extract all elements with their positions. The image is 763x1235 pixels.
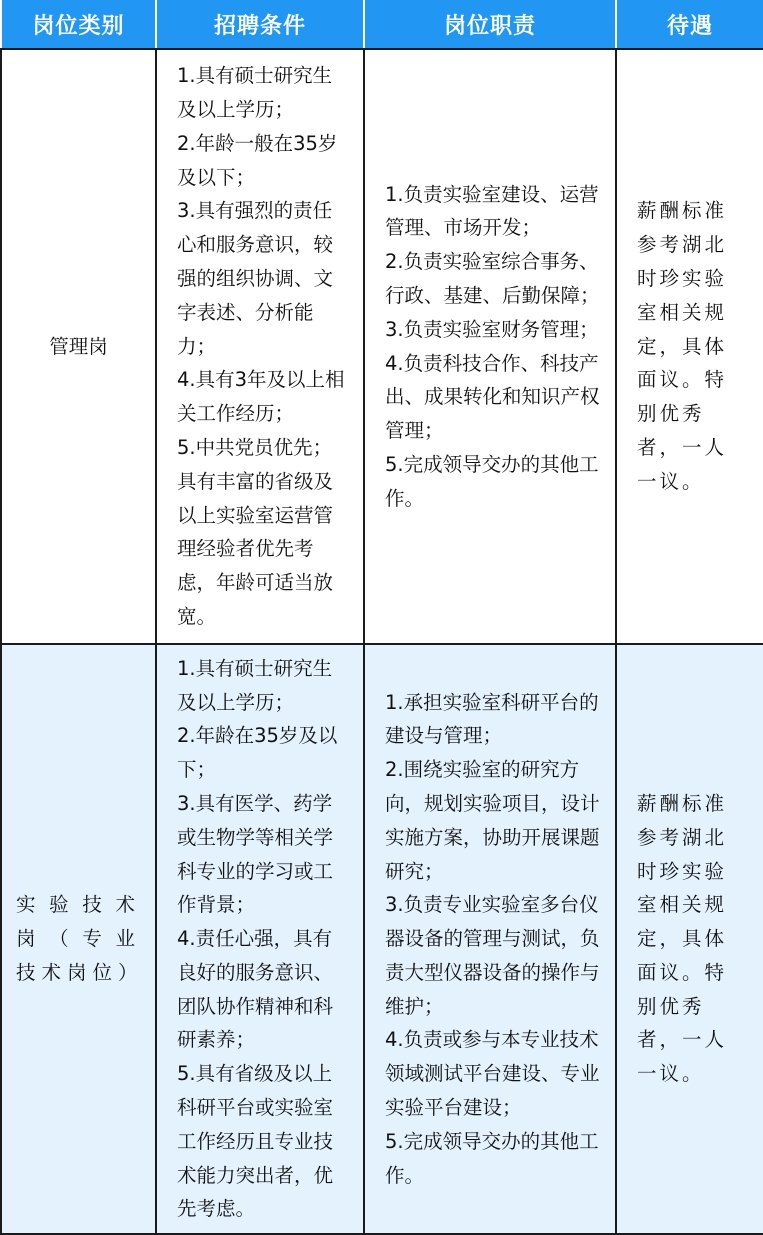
table-header-row <box>1 0 763 49</box>
benefits-cell: 薪酬标准参考湖北时珍实验室相关规定，具体面议。特别优秀者，一人一议。 <box>616 644 763 1234</box>
header-duties: 岗位职责 <box>364 0 616 49</box>
header-benefits: 待遇 <box>616 0 763 49</box>
header-category: 岗位类别 <box>1 0 156 49</box>
requirements-cell: 1.具有硕士研究生及以上学历； 2.年龄一般在35岁及以下； 3.具有强烈的责任心和服务意识，较强的组织协调、文字表述、分析能力； 4.具有3年及以上相关工作经历； 5.中共党员优先；具有丰富的省级及以上实验室运营管理经验者优先考虑，年龄可适当放宽。 <box>156 49 364 644</box>
duties-cell: 1.承担实验室科研平台的建设与管理； 2.围绕实验室的研究方向，规划实验项目，设计实施方案，协助开展课题研究； 3.负责专业实验室多台仪器设备的管理与测试，负责大型仪器设备的操作与维护； 4.负责或参与本专业技术领域测试平台建设、专业实验平台建设； 5.完成领导交办的其他工作。 <box>364 644 616 1234</box>
category-cell: 实验技术岗（专业技术岗位） <box>1 644 156 1234</box>
requirements-cell: 1.具有硕士研究生及以上学历； 2.年龄在35岁及以下； 3.具有医学、药学或生物学等相关学科专业的学习或工作背景； 4.责任心强，具有良好的服务意识、团队协作精神和科研素养； 5.具有省级及以上科研平台或实验室工作经历且专业技术能力突出者，优先考虑。 <box>156 644 364 1234</box>
category-cell: 管理岗 <box>1 49 156 644</box>
table-row <box>1 644 763 1234</box>
benefits-cell: 薪酬标准参考湖北时珍实验室相关规定，具体面议。特别优秀者，一人一议。 <box>616 49 763 644</box>
table-row <box>1 49 763 644</box>
duties-cell: 1.负责实验室建设、运营管理、市场开发； 2.负责实验室综合事务、行政、基建、后勤保障； 3.负责实验室财务管理； 4.负责科技合作、科技产出、成果转化和知识产权管理； 5.完成领导交办的其他工作。 <box>364 49 616 644</box>
header-requirements: 招聘条件 <box>156 0 364 49</box>
